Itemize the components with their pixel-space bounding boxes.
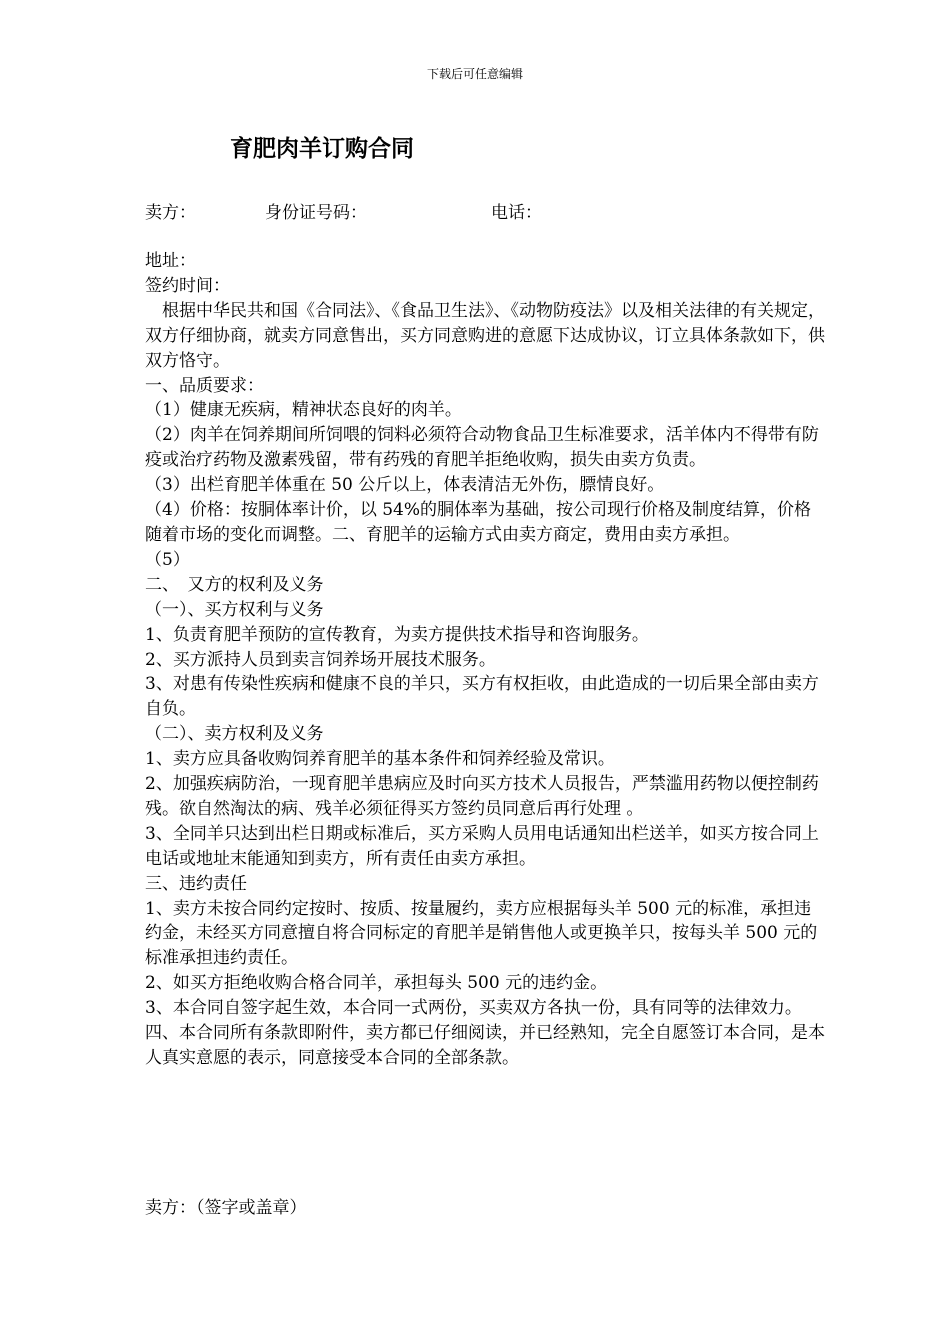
- clause-item: 1、卖方未按合同约定按时、按质、按量履约，卖方应根据每头羊 500 元的标准，承担违约金，未经买方同意擅自将合同标定的育肥羊是销售他人或更换羊只，按每头羊 500 元的标准承担违约责任。: [145, 898, 818, 969]
- preamble-paragraph: 根据中华民共和国《合同法》、《食品卫生法》、《动物防疫法》以及相关法律的有关规定，双方仔细协商，就卖方同意售出，买方同意购进的意愿下达成协议，订立具体条款如下，供双方恪守。: [145, 300, 825, 371]
- clause-item: 3、本合同自签字起生效，本合同一式两份，买卖双方各执一份，具有同等的法律效力。: [145, 998, 802, 1019]
- clause-item: 1、负责育肥羊预防的宣传教育，为卖方提供技术指导和咨询服务。: [145, 624, 649, 645]
- subsection-heading: （一）、买方权利与义务: [145, 599, 324, 620]
- contract-body: [145, 249, 825, 1071]
- clause-item: （1）健康无疾病，精神状态良好的肉羊。: [145, 400, 462, 421]
- clause-item: （2）肉羊在饲养期间所饲喂的饲料必须符合动物食品卫生标准要求，活羊体内不得带有防疫或治疗药物及激素残留，带有药残的育肥羊拒绝收购，损失由卖方负责。: [145, 425, 819, 471]
- section-heading: 一、品质要求：: [145, 375, 264, 396]
- clause-item: （3）出栏育肥羊体重在 50 公斤以上，体表清洁无外伤，膘情良好。: [145, 475, 665, 496]
- clause-item: 2、买方派持人员到卖言饲养场开展技术服务。: [145, 649, 496, 670]
- header-note: 下载后可任意编辑: [426, 67, 523, 81]
- signing-time-label: 签约时间：: [145, 275, 230, 296]
- clause-item: （4）价格：按胴体率计价，以 54%的胴体率为基础，按公司现行价格及制度结算，价格随着市场的变化而调整。二、育肥羊的运输方式由卖方商定，费用由卖方承担。: [145, 500, 812, 545]
- seller-label: 卖方：: [145, 203, 196, 223]
- section-heading: 三、违约责任: [145, 873, 247, 894]
- clause-item: 2、如买方拒绝收购合格合同羊，承担每头 500 元的违约金。: [145, 973, 608, 994]
- clause-item: 3、对患有传染性疾病和健康不良的羊只，买方有权拒收，由此造成的一切后果全部由卖方自负。: [145, 674, 819, 720]
- section-heading: 二、 又方的权利及义务: [145, 574, 324, 595]
- clause-item: （5）: [145, 549, 190, 570]
- seller-signature-line: 卖方：（签字或盖章）: [145, 1198, 307, 1218]
- phone-label: 电话：: [491, 203, 542, 223]
- clause-item: 3、全同羊只达到出栏日期或标准后，买方采购人员用电话通知出栏送羊，如买方按合同上电话或地址末能通知到卖方，所有责任由卖方承担。: [145, 823, 819, 869]
- clause-item: 2、加强疾病防治，一现育肥羊患病应及时向买方技术人员报告，严禁滥用药物以便控制药残。欲自然淘汰的病、残羊必须征得买方签约员同意后再行处理 。: [145, 774, 819, 819]
- party-info-line: [145, 200, 845, 226]
- contract-title: 育肥肉羊订购合同: [230, 135, 414, 162]
- clause-item: 四、本合同所有条款即附件，卖方都已仔细阅读，并已经熟知，完全自愿签订本合同，是本人真实意愿的表示，同意接受本合同的全部条款。: [145, 1023, 825, 1068]
- address-label: 地址：: [145, 251, 196, 271]
- subsection-heading: （二）、卖方权利及义务: [145, 724, 324, 745]
- clause-item: 1、卖方应具备收购饲养育肥羊的基本条件和饲养经验及常识。: [145, 749, 615, 770]
- id-number-label: 身份证号码：: [265, 203, 367, 223]
